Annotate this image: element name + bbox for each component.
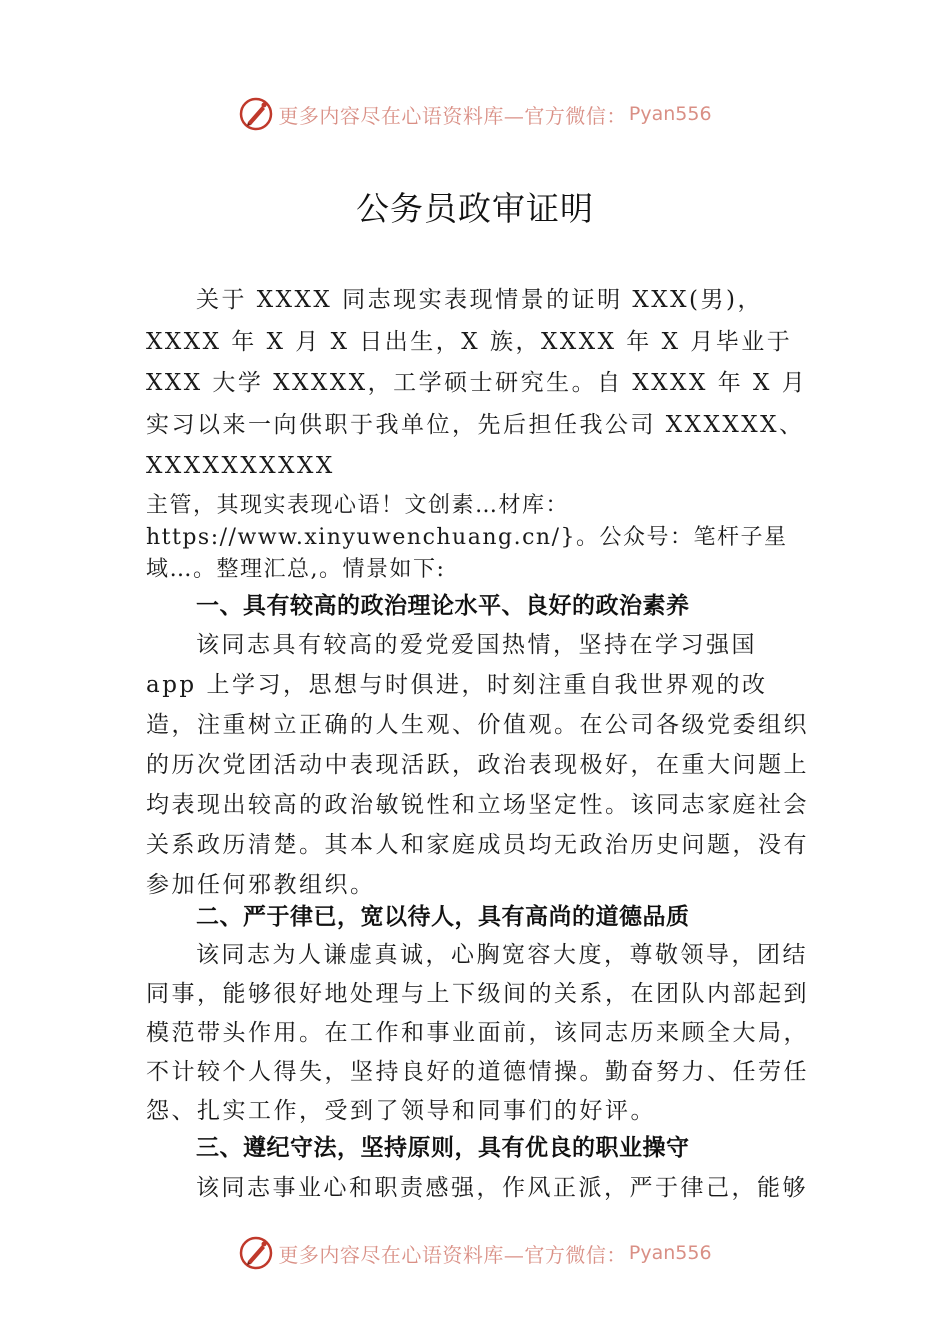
watermark-text: 更多内容尽在心语资料库—官方微信： (278, 1242, 627, 1267)
section-heading-1: 一、具有较高的政治理论水平、良好的政治素养 (196, 593, 690, 619)
section-body-1: 该同志具有较高的爱党爱国热情，坚持在学习强国 app 上学习，思想与时俱进，时刻注重自我世界观的改造，注重树立正确的人生观、价值观。在公司各级党委组织的历次党团活动中表现活跃，政治表现极好，在重大问题上均表现出较高的政治敏锐性和立场坚定性。该同志家庭社会关系政历清楚。其本人和家庭成员均无政治历史问题，没有参加任何邪教组织。 (146, 632, 809, 898)
pen-logo-icon (238, 1235, 274, 1271)
section-body-2: 该同志为人谦虚真诚，心胸宽容大度，尊敬领导，团结同事，能够很好地处理与上下级间的关系，在团队内部起到模范带头作用。在工作和事业面前，该同志历来顾全大局，不计较个人得失，坚持良好的道德情操。勤奋努力、任劳任怨、扎实工作，受到了领导和同事们的好评。 (146, 942, 809, 1124)
source-note: 主管，其现实表现心语！文创素…材库：https://www.xinyuwenchuang.cn/}。公众号：笔杆子星域…。整理汇总,。情景如下: (146, 493, 788, 582)
intro-paragraph: 关于 XXXX 同志现实表现情景的证明 XXX(男)，XXXX 年 X 月 X 日出生，X 族，XXXX 年 X 月毕业于 XXX 大学 XXXXX，工学硕士研究生。自 XXXX 年 X 月实习以来一向供职于我单位，先后担任我公司 XXXXXX、XXXXXXXXXX (146, 287, 808, 479)
section-heading-2: 二、严于律已，宽以待人，具有高尚的道德品质 (196, 904, 690, 930)
section-body-3: 该同志事业心和职责感强，作风正派，严于律己，能够 (196, 1175, 808, 1201)
watermark-wechat-id: Pyan556 (628, 1242, 712, 1264)
watermark-wechat-id: Pyan556 (628, 103, 712, 125)
section-heading-3: 三、遵纪守法，坚持原则，具有优良的职业操守 (196, 1135, 690, 1161)
watermark-footer (0, 1233, 950, 1273)
pen-logo-icon (238, 96, 274, 132)
document-title: 公务员政审证明 (356, 189, 594, 228)
watermark-text: 更多内容尽在心语资料库—官方微信： (278, 103, 627, 128)
watermark-header (0, 94, 950, 134)
